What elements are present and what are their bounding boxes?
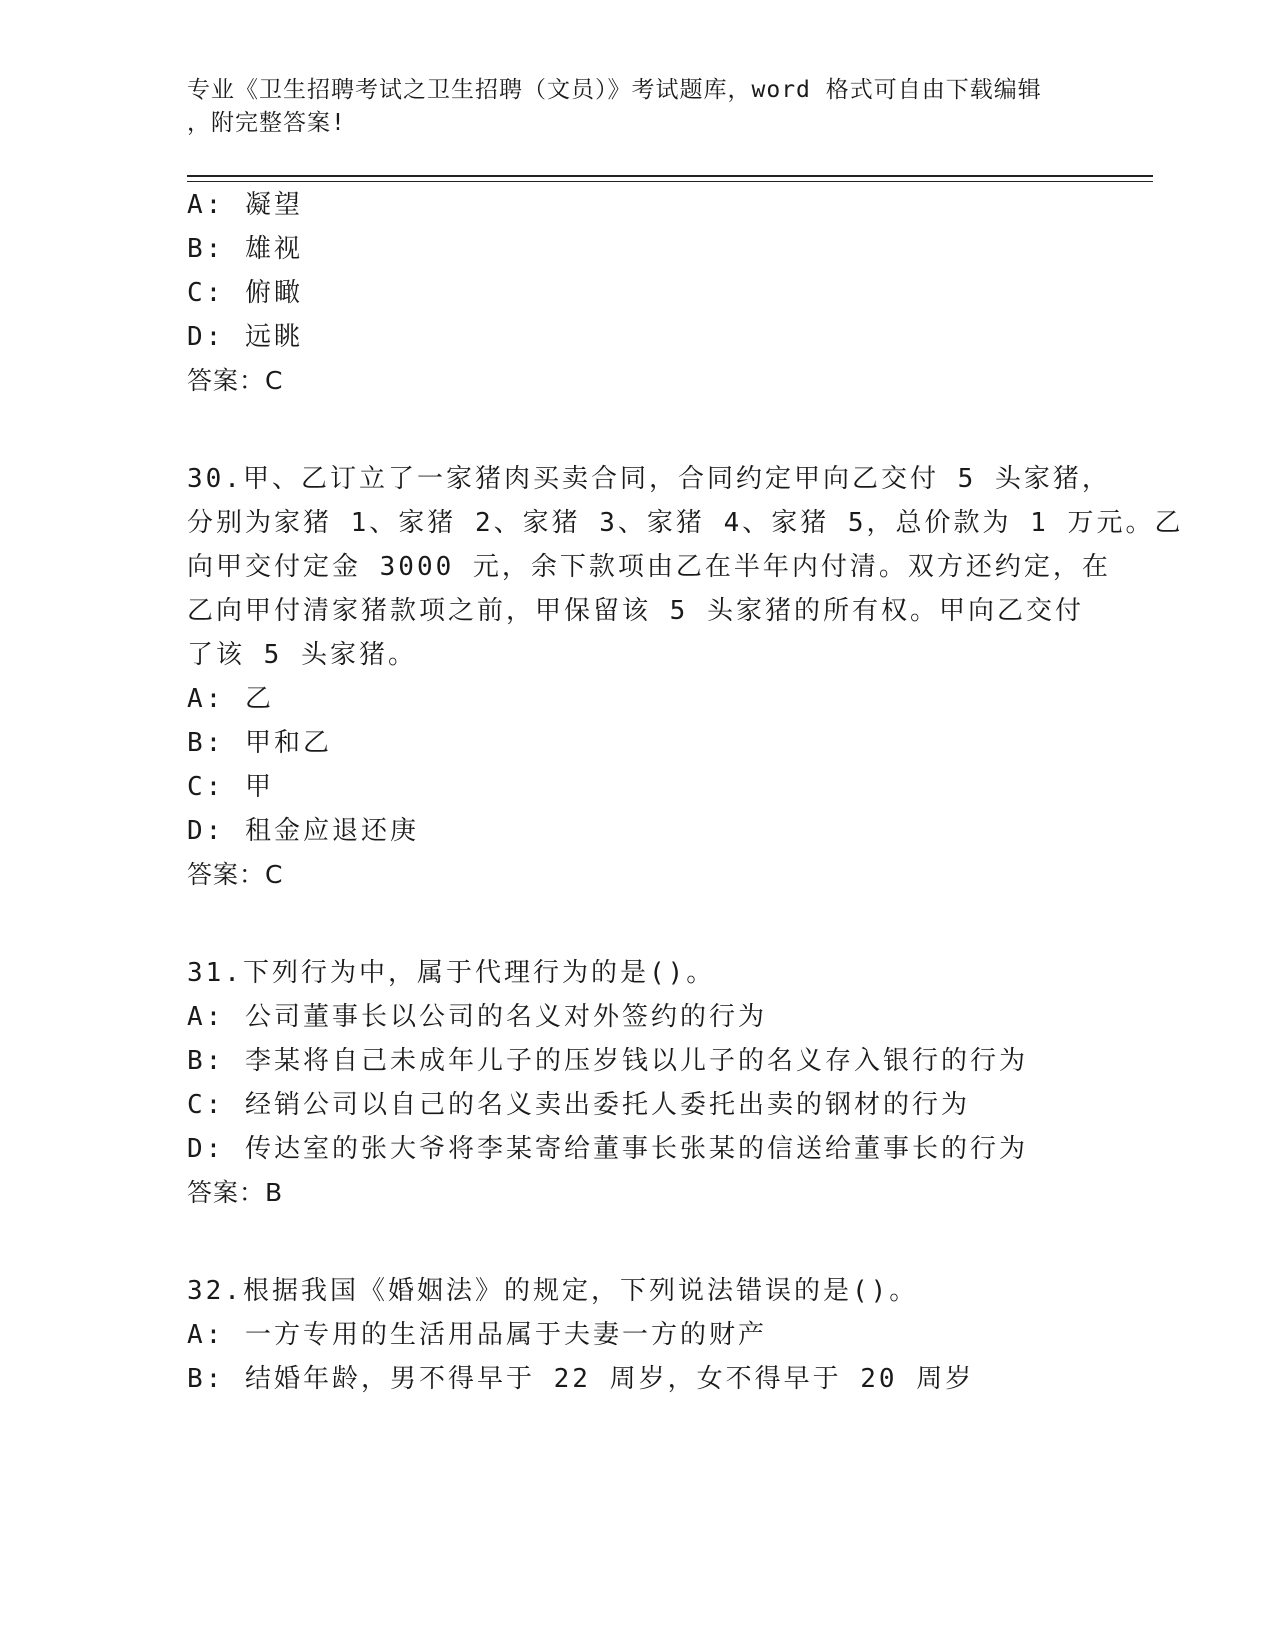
option-text: 甲和乙 <box>244 728 332 758</box>
option-label: C: <box>187 278 225 308</box>
option-text: 李某将自己未成年儿子的压岁钱以儿子的名义存入银行的行为 <box>244 1046 1028 1076</box>
q29-option-b <box>187 232 303 266</box>
option-label: D: <box>187 816 225 846</box>
q30-answer: 答案：C <box>187 860 284 889</box>
q29-option-a <box>187 188 303 222</box>
option-text: 经销公司以自己的名义卖出委托人委托出卖的钢材的行为 <box>244 1090 970 1120</box>
option-text: 凝望 <box>244 190 303 220</box>
header-divider-thick <box>187 175 1153 177</box>
q31-option-c <box>187 1088 970 1122</box>
q29-answer: 答案：C <box>187 366 284 395</box>
q29-option-d <box>187 320 303 354</box>
q30-stem-line-2: 分别为家猪 1、家猪 2、家猪 3、家猪 4、家猪 5，总价款为 1 万元。乙 <box>187 508 1184 538</box>
q31-stem: 31.下列行为中，属于代理行为的是()。 <box>187 958 716 988</box>
option-label: B: <box>187 1046 225 1076</box>
header-line-1: 专业《卫生招聘考试之卫生招聘（文员）》考试题库，word 格式可自由下载编辑 <box>187 77 1042 103</box>
q31-answer: 答案：B <box>187 1178 284 1207</box>
option-text: 结婚年龄，男不得早于 22 周岁，女不得早于 20 周岁 <box>244 1364 975 1394</box>
option-label: D: <box>187 1134 225 1164</box>
option-text: 传达室的张大爷将李某寄给董事长张某的信送给董事长的行为 <box>244 1134 1028 1164</box>
q30-stem-line-5: 了该 5 头家猪。 <box>187 640 417 670</box>
option-text: 俯瞰 <box>244 278 303 308</box>
option-label: B: <box>187 728 225 758</box>
option-label: C: <box>187 772 225 802</box>
option-text: 雄视 <box>244 234 303 264</box>
q32-option-b <box>187 1362 974 1396</box>
option-label: D: <box>187 322 225 352</box>
option-label: A: <box>187 1002 225 1032</box>
option-text: 甲 <box>244 772 274 802</box>
q31-option-b <box>187 1044 1028 1078</box>
option-text: 一方专用的生活用品属于夫妻一方的财产 <box>244 1320 767 1350</box>
option-label: A: <box>187 1320 225 1350</box>
q31-option-a <box>187 1000 767 1034</box>
q29-option-c <box>187 276 303 310</box>
option-label: C: <box>187 1090 225 1120</box>
option-text: 租金应退还庚 <box>244 816 419 846</box>
option-label: B: <box>187 234 225 264</box>
header-divider-thin <box>187 181 1153 182</box>
q30-option-c <box>187 770 274 804</box>
option-label: A: <box>187 190 225 220</box>
q30-option-a <box>187 682 274 716</box>
q30-option-d <box>187 814 419 848</box>
option-text: 公司董事长以公司的名义对外签约的行为 <box>244 1002 767 1032</box>
q30-option-b <box>187 726 332 760</box>
option-label: B: <box>187 1364 225 1394</box>
option-text: 乙 <box>244 684 274 714</box>
q32-stem: 32.根据我国《婚姻法》的规定，下列说法错误的是()。 <box>187 1276 919 1306</box>
q30-stem-line-3: 向甲交付定金 3000 元，余下款项由乙在半年内付清。双方还约定，在 <box>187 552 1111 582</box>
option-label: A: <box>187 684 225 714</box>
q30-stem-line-4: 乙向甲付清家猪款项之前，甲保留该 5 头家猪的所有权。甲向乙交付 <box>187 596 1084 626</box>
option-text: 远眺 <box>244 322 303 352</box>
q32-option-a <box>187 1318 767 1352</box>
q31-option-d <box>187 1132 1028 1166</box>
header-line-2: ，附完整答案! <box>187 110 346 136</box>
q30-stem-line-1: 30.甲、乙订立了一家猪肉买卖合同，合同约定甲向乙交付 5 头家猪， <box>187 464 1111 494</box>
document-header <box>187 74 1067 140</box>
